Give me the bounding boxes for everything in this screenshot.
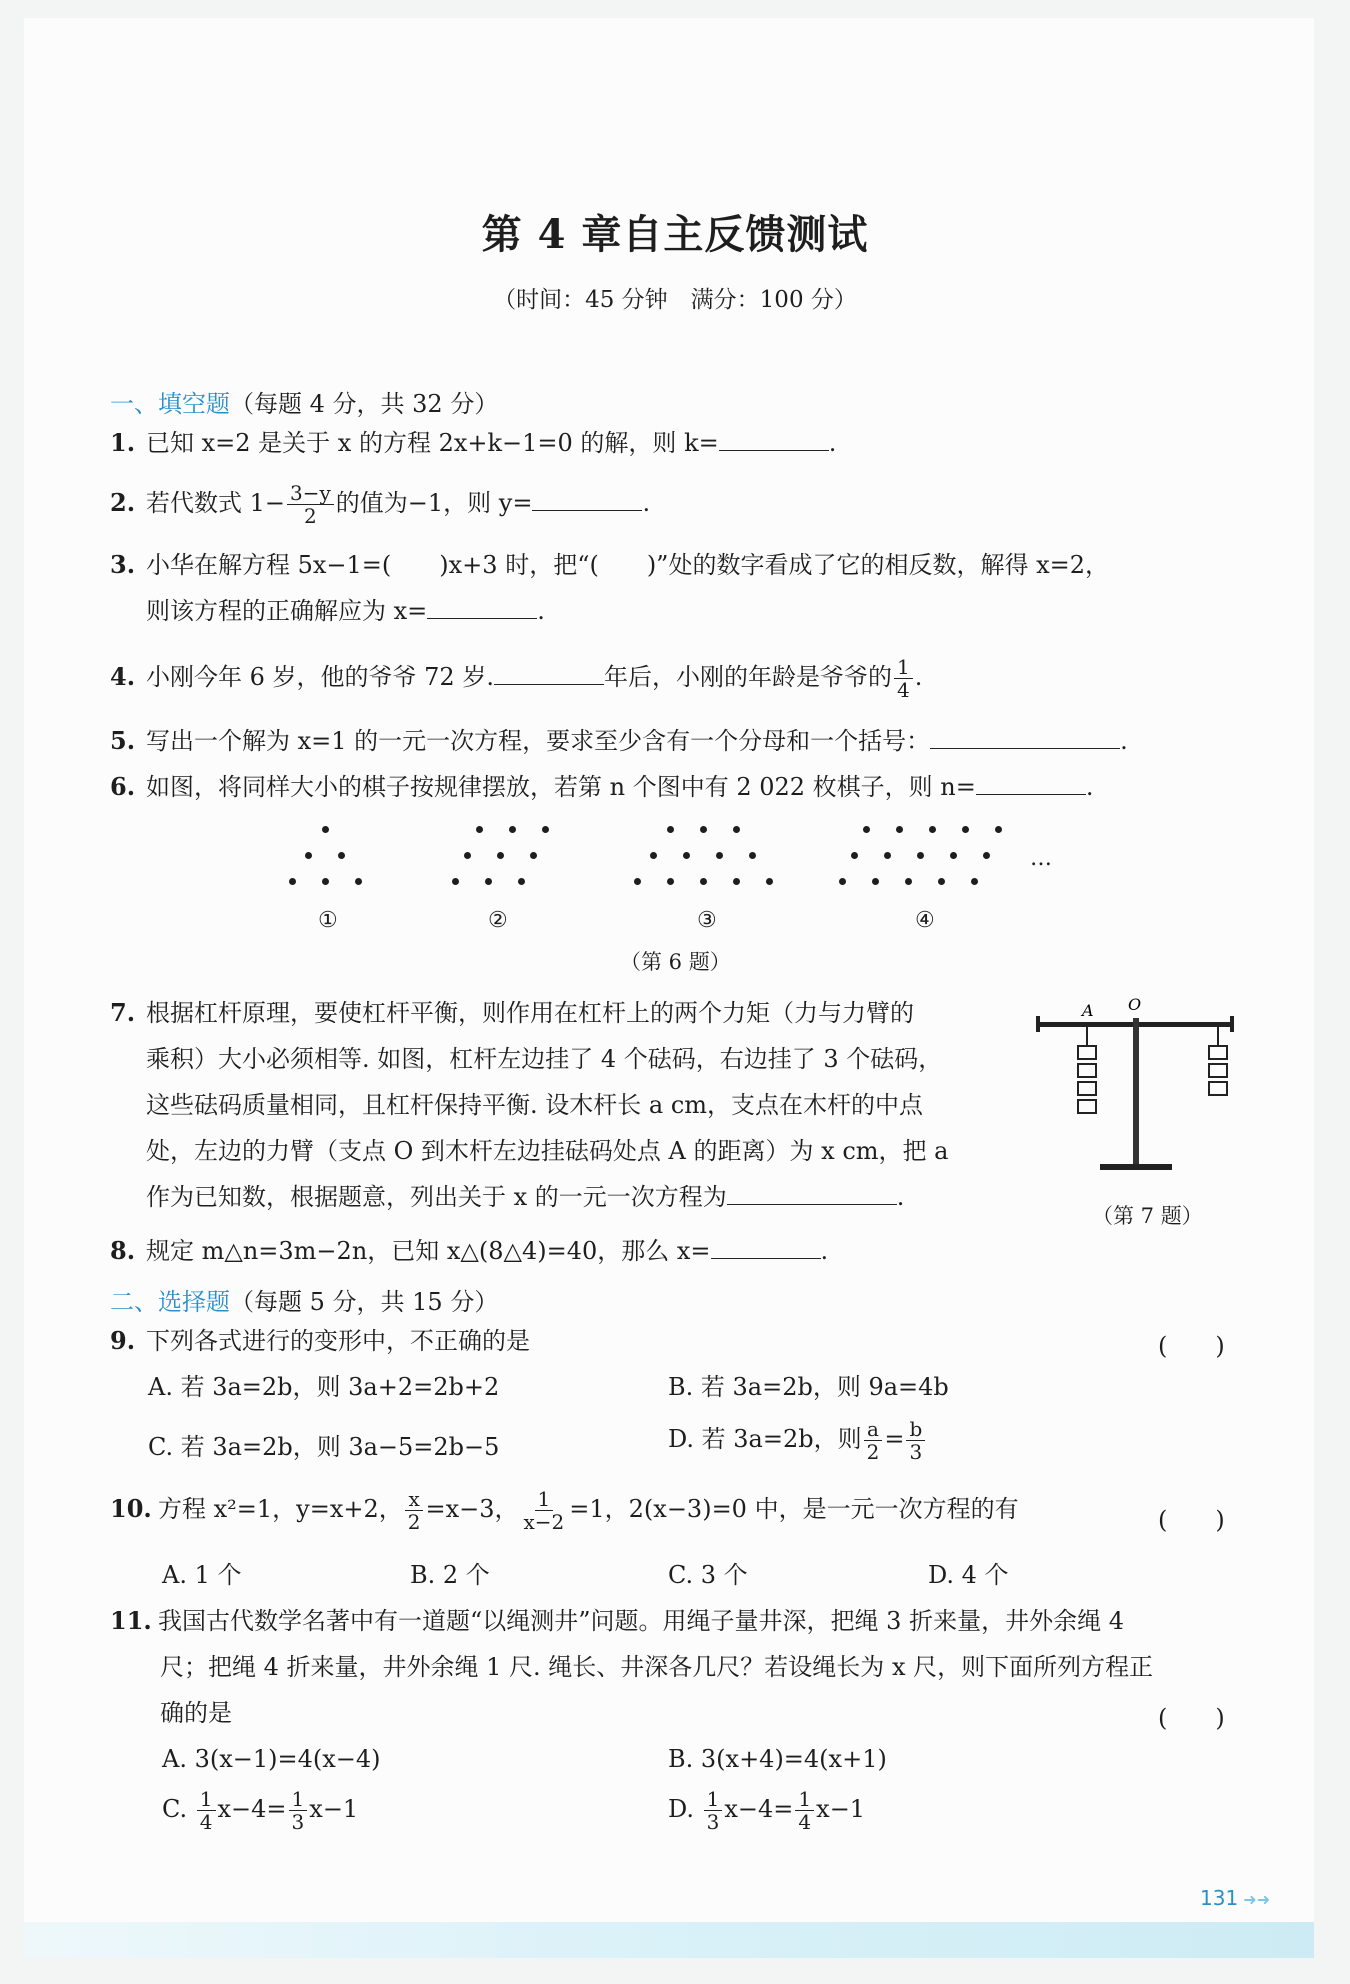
chess-piece [634,878,641,885]
section-choice-note: （每题 5 分，共 15 分） [230,1288,499,1316]
option-text: x−4= [724,1795,794,1823]
page-subtitle: （时间：45 分钟 满分：100 分） [493,287,857,313]
question-text-line2: 则该方程的正确解应为 x= [146,597,428,625]
question-end: . [820,1237,829,1265]
page-number: 131 [1200,1886,1239,1910]
question-7-line4: 处，左边的力臂（支点 O 到木杆左边挂砝码处点 A 的距离）为 x cm，把 a [146,1137,949,1165]
question-end: . [914,663,923,691]
numerator: 1 [197,1788,216,1811]
answer-blank[interactable] [532,488,642,511]
question-text: 若代数式 1− [146,489,286,517]
lever-figure [1030,996,1250,1196]
question-text: 已知 x=2 是关于 x 的方程 2x+k−1=0 的解，则 k= [146,429,719,457]
question-11-line2: 尺；把绳 4 折来量，井外余绳 1 尺. 绳长、井深各几尺？若设绳长为 x 尺，则下面所列方程正 [160,1653,1154,1681]
question-end: . [828,429,837,457]
chess-piece [650,852,657,859]
option-a-9[interactable]: A. 若 3a=2b，则 3a+2=2b+2 [148,1373,500,1401]
chess-piece [338,852,345,859]
question-3 [110,550,1109,580]
denominator: x−2 [523,1510,565,1534]
fraction [197,1788,216,1833]
chess-piece [700,878,707,885]
figure-label-3: ③ [697,908,717,933]
chess-piece [322,878,329,885]
question-text-line5: 作为已知数，根据题意，列出关于 x 的一元一次方程为 [146,1183,727,1211]
chess-piece [839,878,846,885]
lever-stand [1133,1018,1139,1168]
question-9 [110,1326,530,1356]
denominator: 4 [896,678,910,702]
question-7-line2: 乘积）大小必须相等. 如图，杠杆左边挂了 4 个砝码，右边挂了 3 个砝码， [146,1045,943,1073]
chess-piece [452,878,459,885]
section-choice [110,1282,498,1317]
fraction [864,1418,883,1463]
chess-piece [938,878,945,885]
chess-piece [355,878,362,885]
lever-base [1100,1164,1172,1170]
option-d-11[interactable] [668,1788,865,1833]
equals: = [884,1425,905,1453]
question-7-line5 [146,1182,904,1212]
question-text: 规定 m△n=3m−2n，已知 x△(8△4)=40，那么 x= [146,1237,711,1265]
chess-piece [700,826,707,833]
question-text-post: 的值为−1，则 y= [335,489,533,517]
chess-piece [851,852,858,859]
chess-piece [305,852,312,859]
question-11 [110,1606,1124,1636]
question-number: 10. [110,1494,152,1523]
chess-piece [733,826,740,833]
question-text-line1: 我国古代数学名著中有一道题“以绳测井”问题。用绳子量井深，把绳 3 折来量，井外余绳 4 [158,1607,1124,1635]
numerator: 3−y [287,482,334,505]
question-text-mid: =x−3， [425,1495,519,1523]
section-fill-in-note: （每题 4 分，共 32 分） [230,390,499,418]
fraction [405,1488,424,1533]
denominator: 4 [798,1810,812,1834]
chess-piece [716,852,723,859]
denominator: 4 [199,1810,213,1834]
denominator: 3 [291,1810,305,1834]
answer-paren-9[interactable]: ( ) [1158,1332,1225,1360]
question-text-post: =1，2(x−3)=0 中，是一元一次方程的有 [569,1495,1019,1523]
denominator: 2 [304,504,317,528]
page-title: 第 4 章自主反馈测试 [481,211,869,258]
question-end: . [896,1183,905,1211]
answer-paren-11[interactable]: ( ) [1158,1704,1225,1732]
question-text: 方程 x²=1，y=x+2， [158,1495,403,1523]
answer-blank[interactable] [427,596,537,619]
question-text: 写出一个解为 x=1 的一元一次方程，要求至少含有一个分母和一个括号： [146,727,931,755]
question-number: 11. [110,1606,152,1635]
question-end: . [642,489,651,517]
chess-piece [733,878,740,885]
question-6 [110,772,1094,802]
option-letter: C. [162,1795,188,1823]
question-11-line3: 确的是 [160,1699,232,1727]
numerator: a [864,1418,882,1441]
fraction [704,1788,723,1833]
section-choice-head: 二、选择题 [110,1288,230,1316]
question-10 [110,1488,1019,1533]
question-1 [110,428,836,458]
figure-ellipsis: … [1030,846,1052,871]
numerator: 1 [894,656,913,679]
right-weights [1209,1046,1227,1095]
question-number: 9. [110,1326,136,1355]
question-number: 7. [110,998,136,1027]
figure-caption-6: （第 6 题） [620,950,731,974]
question-text-line1: 小华在解方程 5x−1=( )x+3 时，把“( )”处的数字看成了它的相反数，解得 x=2， [146,551,1109,579]
option-d-9[interactable] [668,1418,927,1463]
numerator: 1 [704,1788,723,1811]
numerator: 1 [795,1788,814,1811]
question-text: 如图，将同样大小的棋子按规律摆放，若第 n 个图中有 2 022 枚棋子，则 n= [146,773,976,801]
chess-piece [929,826,936,833]
chess-piece [542,826,549,833]
chess-piece [905,878,912,885]
fraction [287,482,334,527]
question-text-post: 年后，小刚的年龄是爷爷的 [603,663,892,691]
answer-blank[interactable] [930,726,1120,749]
chess-piece [497,852,504,859]
question-5 [110,726,1128,756]
question-text: 下列各式进行的变形中，不正确的是 [146,1327,530,1355]
option-c-9[interactable]: C. 若 3a=2b，则 3a−5=2b−5 [148,1433,500,1461]
denominator: 2 [866,1440,880,1464]
figure-label-2: ② [488,908,508,933]
answer-blank[interactable] [719,428,829,451]
chess-piece [683,852,690,859]
question-text: 小刚今年 6 岁，他的爷爷 72 岁. [146,663,494,691]
question-number: 6. [110,772,136,801]
fraction [289,1788,308,1833]
option-b-10[interactable]: B. 2 个 [410,1561,490,1589]
question-8 [110,1236,828,1266]
chess-piece [971,878,978,885]
section-fill-in-head: 一、填空题 [110,390,230,418]
numerator: b [906,1418,925,1441]
question-number: 5. [110,726,136,755]
option-text: x−4= [217,1795,287,1823]
denominator: 3 [706,1810,720,1834]
option-text-post: x−1 [309,1795,359,1823]
chess-piece [896,826,903,833]
chess-piece [962,826,969,833]
chess-piece [950,852,957,859]
answer-blank[interactable] [494,662,604,685]
option-text-post: x−1 [816,1795,866,1823]
option-b-9[interactable]: B. 若 3a=2b，则 9a=4b [668,1373,949,1401]
chess-piece [667,878,674,885]
answer-blank[interactable] [976,772,1086,795]
numerator: 1 [535,1488,554,1511]
option-text: D. 若 3a=2b，则 [668,1425,862,1453]
option-a-11[interactable]: A. 3(x−1)=4(x−4) [162,1745,381,1773]
chess-piece [995,826,1002,833]
answer-paren-10[interactable]: ( ) [1158,1506,1225,1534]
chess-piece [749,852,756,859]
chess-piece [485,878,492,885]
chess-piece [322,826,329,833]
page-number-group [1200,1886,1270,1910]
figure-caption-7: （第 7 题） [1092,1204,1203,1228]
question-number: 1. [110,428,136,457]
question-7 [110,998,914,1028]
chess-piece [884,852,891,859]
question-3-line2 [146,596,545,626]
option-d-10[interactable]: D. 4 个 [928,1561,1009,1589]
label-a: A [1082,1001,1094,1020]
chess-piece [509,826,516,833]
figure-label-1: ① [318,908,338,933]
question-number: 2. [110,488,136,517]
chess-piece [917,852,924,859]
chess-piece [766,878,773,885]
option-c-11[interactable] [162,1788,358,1833]
bottom-band [24,1922,1314,1958]
question-2 [110,482,650,527]
question-end: . [1085,773,1094,801]
chess-piece [863,826,870,833]
numerator: 1 [289,1788,308,1811]
denominator: 2 [407,1510,421,1534]
option-b-11[interactable]: B. 3(x+4)=4(x+1) [668,1745,887,1773]
chess-piece [518,878,525,885]
chess-piece [872,878,879,885]
left-weights [1078,1046,1096,1113]
label-o: O [1128,996,1142,1014]
question-4 [110,656,922,701]
option-a-10[interactable]: A. 1 个 [162,1561,242,1589]
fraction [894,656,913,701]
question-end: . [537,597,545,625]
section-fill-in [110,384,498,419]
lever-end-right [1230,1016,1234,1032]
option-c-10[interactable]: C. 3 个 [668,1561,748,1589]
question-text-line1: 根据杠杆原理，要使杠杆平衡，则作用在杠杆上的两个力矩（力与力臂的 [146,999,914,1027]
fraction [795,1788,814,1833]
question-number: 4. [110,662,136,691]
figure-label-4: ④ [915,908,935,933]
numerator: x [405,1488,422,1511]
chess-piece [983,852,990,859]
question-end: . [1120,727,1128,755]
question-7-line3: 这些砝码质量相同，且杠杆保持平衡. 设木杆长 a cm，支点在木杆的中点 [146,1091,924,1119]
chess-piece [464,852,471,859]
chess-piece [667,826,674,833]
chess-piece [289,878,296,885]
option-letter: D. [668,1795,695,1823]
chess-piece [476,826,483,833]
arrow-icon: ➜➜ [1243,1890,1271,1909]
chess-piece [530,852,537,859]
question-number: 3. [110,550,136,579]
fraction [906,1418,925,1463]
answer-blank[interactable] [727,1182,897,1205]
answer-blank[interactable] [711,1236,821,1259]
fraction [521,1488,568,1533]
lever-end-left [1036,1016,1040,1032]
question-number: 8. [110,1236,136,1265]
denominator: 3 [909,1440,923,1464]
